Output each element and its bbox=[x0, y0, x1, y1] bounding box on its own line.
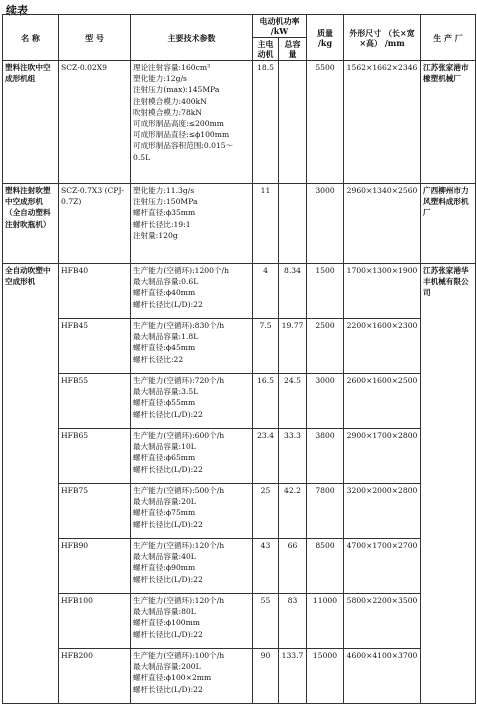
row-dimensions: 2900×1700×2800 bbox=[344, 429, 421, 484]
row-manufacturer: 江苏张家港华丰机械有限公司 bbox=[421, 264, 476, 704]
row-dimensions: 4700×1700×2700 bbox=[344, 539, 421, 594]
row-specs: 生产能力(空循环):120个/h 最大制品容量:40L 螺杆直径:ϕ90mm 螺杆长径比(L/D):22 bbox=[131, 539, 253, 594]
row-mass: 5500 bbox=[307, 61, 344, 184]
header-model: 型 号 bbox=[59, 15, 131, 61]
row-total-capacity: 133.7 bbox=[279, 649, 307, 704]
header-total-capacity: 总容量 bbox=[279, 38, 307, 61]
header-mass: 质量 /kg bbox=[307, 15, 344, 61]
row-model: HFB90 bbox=[59, 539, 131, 594]
row-main-motor: 23.4 bbox=[253, 429, 279, 484]
row-dimensions: 2200×1600×2300 bbox=[344, 319, 421, 374]
table-row bbox=[3, 429, 476, 484]
table-row bbox=[3, 264, 476, 319]
row-model: HFB40 bbox=[59, 264, 131, 319]
row-specs: 生产能力(空循环):830个/h 最大制品容量:1.8L 螺杆直径:ϕ45mm 螺杆长径比:22 bbox=[131, 319, 253, 374]
row-model: SCZ-0.7X3 (CPJ-0.7Z) bbox=[59, 184, 131, 264]
row-total-capacity: 8.34 bbox=[279, 264, 307, 319]
header-name: 名 称 bbox=[3, 15, 59, 61]
row-dimensions: 2960×1340×2560 bbox=[344, 184, 421, 264]
row-mass: 2500 bbox=[307, 319, 344, 374]
row-main-motor: 4 bbox=[253, 264, 279, 319]
row-model: HFB100 bbox=[59, 594, 131, 649]
row-manufacturer: 广西柳州市力风塑料成形机厂 bbox=[421, 184, 476, 264]
machine-table bbox=[2, 14, 476, 704]
table-row bbox=[3, 649, 476, 704]
row-specs: 塑化能力:11.3g/s 注射压力:150MPa 螺杆直径:ϕ35mm 螺杆长径比:19:1 注射量:120g bbox=[131, 184, 253, 264]
row-specs: 理论注射容量:160cm³ 塑化能力:12g/s 注射压力(max):145MPa 注射模合模力:400kN 吹射模合模力:78kN 可成形制品高度:≤200mm 可成形制品直径:≤ϕ100mm 可成形制品容积范围:0.015～0.5L bbox=[131, 61, 253, 184]
table-row bbox=[3, 319, 476, 374]
row-specs: 生产能力(空循环):120个/h 最大制品容量:80L 螺杆直径:ϕ100mm 螺杆长径比(L/D):22 bbox=[131, 594, 253, 649]
row-main-motor: 43 bbox=[253, 539, 279, 594]
row-mass: 8500 bbox=[307, 539, 344, 594]
row-total-capacity: 42.2 bbox=[279, 484, 307, 539]
row-total-capacity: 33.3 bbox=[279, 429, 307, 484]
row-dimensions: 5800×2200×3500 bbox=[344, 594, 421, 649]
row-model: HFB65 bbox=[59, 429, 131, 484]
row-main-motor: 11 bbox=[253, 184, 279, 264]
row-total-capacity bbox=[279, 61, 307, 184]
row-mass: 3000 bbox=[307, 184, 344, 264]
row-mass: 3800 bbox=[307, 429, 344, 484]
row-model: HFB55 bbox=[59, 374, 131, 429]
row-dimensions: 1700×1300×1900 bbox=[344, 264, 421, 319]
row-name: 塑料注吹中空成形机组 bbox=[3, 61, 59, 184]
header-power: 电动机功率 /kW bbox=[253, 15, 307, 38]
row-mass: 15000 bbox=[307, 649, 344, 704]
table-row bbox=[3, 594, 476, 649]
row-mass: 11000 bbox=[307, 594, 344, 649]
row-mass: 7800 bbox=[307, 484, 344, 539]
row-dimensions: 2600×1600×2500 bbox=[344, 374, 421, 429]
table-row bbox=[3, 61, 476, 184]
row-main-motor: 25 bbox=[253, 484, 279, 539]
row-model: HFB200 bbox=[59, 649, 131, 704]
header-specs: 主要技术参数 bbox=[131, 15, 253, 61]
row-main-motor: 90 bbox=[253, 649, 279, 704]
row-model: HFB45 bbox=[59, 319, 131, 374]
row-total-capacity: 19.77 bbox=[279, 319, 307, 374]
row-specs: 生产能力(空循环):1200个/h 最大制品容量:0.6L 螺杆直径:ϕ40mm 螺杆长径比(L/D):22 bbox=[131, 264, 253, 319]
row-dimensions: 3200×2000×2800 bbox=[344, 484, 421, 539]
row-total-capacity: 66 bbox=[279, 539, 307, 594]
table-row bbox=[3, 374, 476, 429]
row-specs: 生产能力(空循环):100个/h 最大制品容量:200L 螺杆直径:ϕ100×2mm 螺杆长径比(L/D):22 bbox=[131, 649, 253, 704]
row-model: SCZ-0.02X9 bbox=[59, 61, 131, 184]
row-specs: 生产能力(空循环):500个/h 最大制品容量:20L 螺杆直径:ϕ75mm 螺杆长径比(L/D):22 bbox=[131, 484, 253, 539]
row-dimensions: 4600×4100×3700 bbox=[344, 649, 421, 704]
row-name: 塑料注射吹塑中空成形机（全自动塑料注射吹瓶机） bbox=[3, 184, 59, 264]
table-row bbox=[3, 484, 476, 539]
row-total-capacity: 24.5 bbox=[279, 374, 307, 429]
table-row bbox=[3, 539, 476, 594]
row-main-motor: 7.5 bbox=[253, 319, 279, 374]
continued-label: 续表 bbox=[6, 4, 28, 17]
row-main-motor: 18.5 bbox=[253, 61, 279, 184]
row-name: 全自动吹塑中空成形机 bbox=[3, 264, 59, 704]
row-specs: 生产能力(空循环):600个/h 最大制品容量:10L 螺杆直径:ϕ65mm 螺杆长径比(L/D):22 bbox=[131, 429, 253, 484]
row-mass: 3000 bbox=[307, 374, 344, 429]
row-main-motor: 16.5 bbox=[253, 374, 279, 429]
row-model: HFB75 bbox=[59, 484, 131, 539]
row-specs: 生产能力(空循环):720个/h 最大制品容量:3.5L 螺杆直径:ϕ55mm 螺杆长径比(L/D):22 bbox=[131, 374, 253, 429]
row-mass: 1500 bbox=[307, 264, 344, 319]
row-manufacturer: 江苏张家港市橡塑机械厂 bbox=[421, 61, 476, 184]
header-main-motor: 主电动机 bbox=[253, 38, 279, 61]
table-row bbox=[3, 184, 476, 264]
row-total-capacity: 83 bbox=[279, 594, 307, 649]
row-total-capacity bbox=[279, 184, 307, 264]
header-manufacturer: 生 产 厂 bbox=[421, 15, 476, 61]
row-main-motor: 55 bbox=[253, 594, 279, 649]
header-dimensions: 外形尺寸 （长×宽×高） /mm bbox=[344, 15, 421, 61]
row-dimensions: 1562×1662×2346 bbox=[344, 61, 421, 184]
